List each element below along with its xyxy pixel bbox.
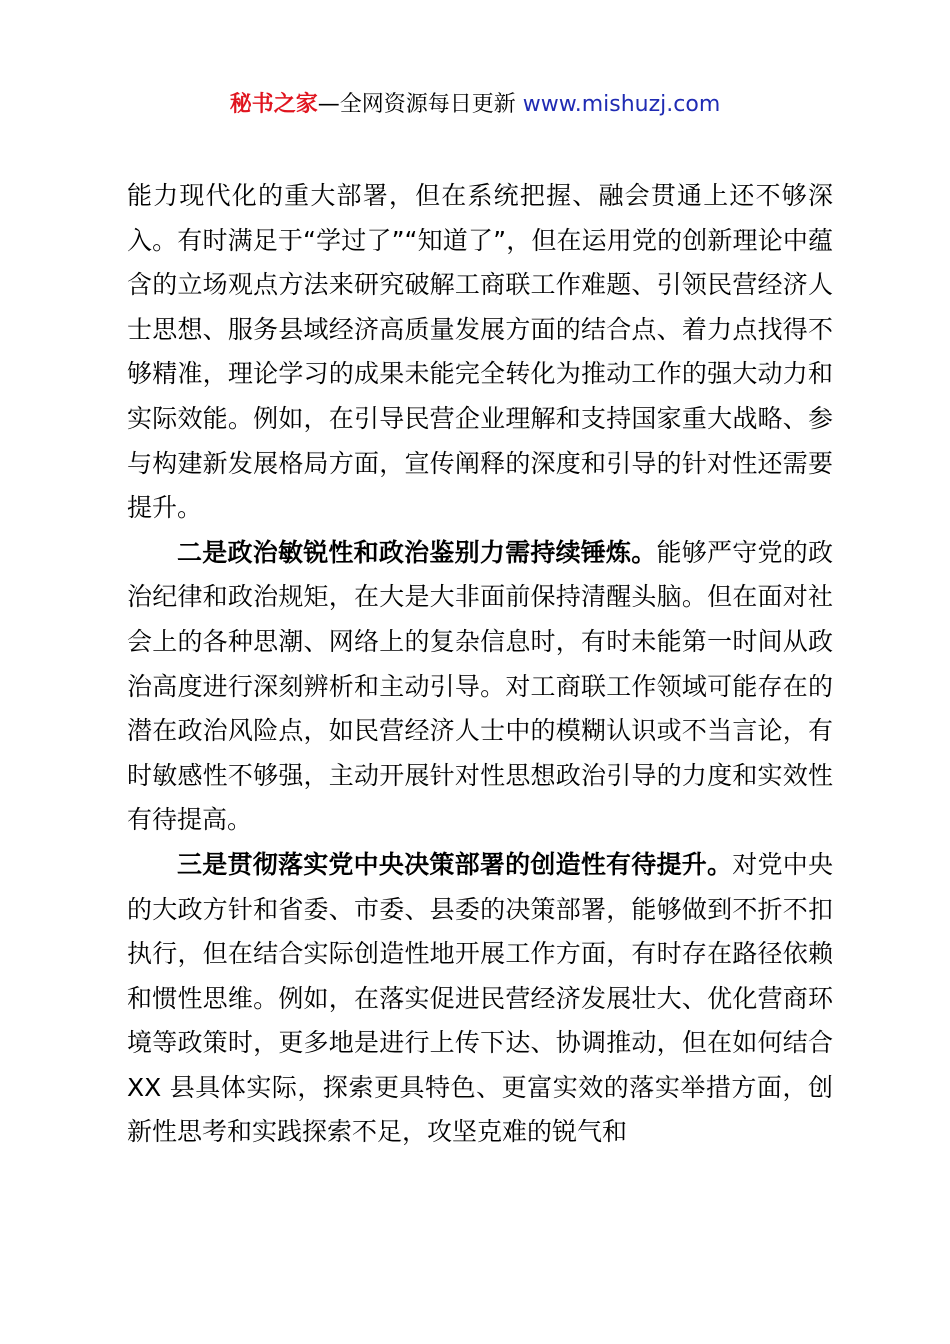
paragraph-text: 对党中央的大政方针和省委、市委、县委的决策部署，能够做到不折不扣执行，但在结合实际创造性地开展工作方面，有时存在路径依赖和惯性思维。例如，在落实促进民营经济发展壮大、优化营商环境等政策时，更多地是进行上传下达、协调推动，但在如何结合 XX 县具体实际，探索更具特色、更富实效的落实举措方面，创新性思考和实践探索不足，攻坚克难的锐气和 bbox=[127, 849, 833, 1147]
paragraph-continuation bbox=[127, 174, 833, 531]
paragraph-heading: 三是贯彻落实党中央决策部署的创造性有待提升。 bbox=[177, 849, 733, 879]
paragraph-point-three bbox=[127, 843, 833, 1155]
site-header bbox=[0, 88, 950, 122]
paragraph-point-two bbox=[127, 531, 833, 843]
paragraph-text: 能够严守党的政治纪律和政治规矩，在大是大非面前保持清醒头脑。但在面对社会上的各种思潮、网络上的复杂信息时，有时未能第一时间从政治高度进行深刻辨析和主动引导。对工商联工作领域可能存在的潜在政治风险点，如民营经济人士中的模糊认识或不当言论，有时敏感性不够强，主动开展针对性思想政治引导的力度和实效性有待提高。 bbox=[127, 537, 833, 835]
document-body bbox=[127, 174, 833, 1155]
site-tagline: —全网资源每日更新 bbox=[317, 92, 523, 117]
paragraph-text: 能力现代化的重大部署，但在系统把握、融会贯通上还不够深入。有时满足于“学过了”“知道了”，但在运用党的创新理论中蕴含的立场观点方法来研究破解工商联工作难题、引领民营经济人士思想、服务县域经济高质量发展方面的结合点、着力点找得不够精准，理论学习的成果未能完全转化为推动工作的强大动力和实际效能。例如，在引导民营企业理解和支持国家重大战略、参与构建新发展格局方面，宣传阐释的深度和引导的针对性还需要提升。 bbox=[127, 181, 833, 523]
site-url: www.mishuzj.com bbox=[522, 92, 721, 117]
paragraph-heading: 二是政治敏锐性和政治鉴别力需持续锤炼。 bbox=[177, 537, 657, 567]
site-brand: 秘书之家 bbox=[229, 92, 318, 117]
